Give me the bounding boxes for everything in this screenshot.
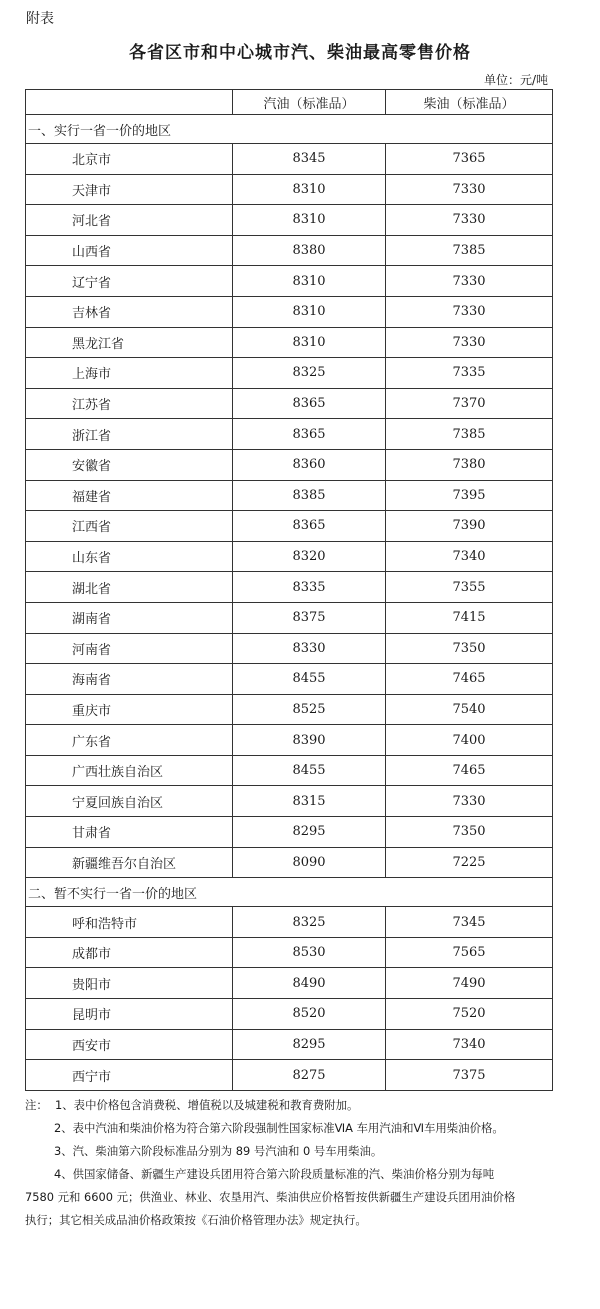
note-2: 2、表中汽油和柴油价格为符合第六阶段强制性国家标准ⅥA 车用汽油和Ⅵ车用柴油价格。 <box>54 1121 504 1135</box>
notes <box>25 1094 565 1232</box>
diesel-price: 7490 <box>386 968 553 999</box>
gasoline-price: 8295 <box>233 817 386 848</box>
table-row <box>26 602 553 633</box>
gasoline-price: 8380 <box>233 235 386 266</box>
section-row <box>26 115 553 144</box>
table-row <box>26 1060 553 1091</box>
appendix-label: 附表 <box>26 11 54 27</box>
diesel-price: 7340 <box>386 1029 553 1060</box>
price-table <box>25 89 553 1091</box>
diesel-price: 7375 <box>386 1060 553 1091</box>
gasoline-price: 8335 <box>233 572 386 603</box>
gasoline-price: 8325 <box>233 907 386 938</box>
gasoline-price: 8345 <box>233 144 386 175</box>
gasoline-price: 8310 <box>233 174 386 205</box>
diesel-price: 7415 <box>386 602 553 633</box>
region-name: 山东省 <box>26 541 233 572</box>
gasoline-price: 8390 <box>233 725 386 756</box>
table-row <box>26 144 553 175</box>
region-name: 成都市 <box>26 937 233 968</box>
table-row <box>26 358 553 389</box>
diesel-price: 7330 <box>386 296 553 327</box>
region-name: 安徽省 <box>26 449 233 480</box>
note-4: 4、供国家储备、新疆生产建设兵团用符合第六阶段质量标准的汽、柴油价格分别为每吨 <box>54 1167 495 1181</box>
diesel-price: 7465 <box>386 755 553 786</box>
gasoline-price: 8365 <box>233 511 386 542</box>
table-row <box>26 480 553 511</box>
diesel-price: 7465 <box>386 664 553 695</box>
region-name: 江西省 <box>26 511 233 542</box>
region-name: 广东省 <box>26 725 233 756</box>
table-row <box>26 174 553 205</box>
gasoline-price: 8375 <box>233 602 386 633</box>
header-diesel: 柴油（标准品） <box>386 90 553 115</box>
header-gasoline: 汽油（标准品） <box>233 90 386 115</box>
gasoline-price: 8310 <box>233 205 386 236</box>
region-name: 山西省 <box>26 235 233 266</box>
table-row <box>26 449 553 480</box>
diesel-price: 7345 <box>386 907 553 938</box>
region-name: 辽宁省 <box>26 266 233 297</box>
gasoline-price: 8310 <box>233 296 386 327</box>
table-row <box>26 419 553 450</box>
section-label: 二、暂不实行一省一价的地区 <box>26 878 553 907</box>
section-label: 一、实行一省一价的地区 <box>26 115 553 144</box>
table-row <box>26 205 553 236</box>
table-row <box>26 725 553 756</box>
note-4-cont-1: 7580 元和 6600 元；供渔业、林业、农垦用汽、柴油供应价格暂按供新疆生产建设兵团用油价格 <box>25 1190 516 1204</box>
gasoline-price: 8320 <box>233 541 386 572</box>
diesel-price: 7370 <box>386 388 553 419</box>
region-name: 福建省 <box>26 480 233 511</box>
region-name: 黑龙江省 <box>26 327 233 358</box>
region-name: 河南省 <box>26 633 233 664</box>
gasoline-price: 8295 <box>233 1029 386 1060</box>
gasoline-price: 8090 <box>233 847 386 878</box>
region-name: 江苏省 <box>26 388 233 419</box>
diesel-price: 7330 <box>386 174 553 205</box>
gasoline-price: 8275 <box>233 1060 386 1091</box>
table-row <box>26 1029 553 1060</box>
table-row <box>26 633 553 664</box>
note-1: 注： 1、表中价格包含消费税、增值税以及城建税和教育费附加。 <box>25 1098 359 1112</box>
diesel-price: 7365 <box>386 144 553 175</box>
gasoline-price: 8310 <box>233 327 386 358</box>
gasoline-price: 8365 <box>233 419 386 450</box>
table-row <box>26 266 553 297</box>
table-row <box>26 968 553 999</box>
gasoline-price: 8360 <box>233 449 386 480</box>
region-name: 贵阳市 <box>26 968 233 999</box>
table-row <box>26 572 553 603</box>
region-name: 昆明市 <box>26 999 233 1030</box>
unit-label: 单位：元/吨 <box>483 73 548 87</box>
note-4-cont-2: 执行；其它相关成品油价格政策按《石油价格管理办法》规定执行。 <box>25 1213 367 1227</box>
table-row <box>26 388 553 419</box>
region-name: 西宁市 <box>26 1060 233 1091</box>
diesel-price: 7395 <box>386 480 553 511</box>
gasoline-price: 8520 <box>233 999 386 1030</box>
table-row <box>26 847 553 878</box>
table-row <box>26 817 553 848</box>
region-name: 河北省 <box>26 205 233 236</box>
page-title: 各省区市和中心城市汽、柴油最高零售价格 <box>129 43 471 63</box>
region-name: 湖北省 <box>26 572 233 603</box>
diesel-price: 7385 <box>386 235 553 266</box>
notes-prefix: 注： <box>25 1098 48 1112</box>
diesel-price: 7400 <box>386 725 553 756</box>
gasoline-price: 8525 <box>233 694 386 725</box>
table-row <box>26 937 553 968</box>
table-row <box>26 786 553 817</box>
region-name: 浙江省 <box>26 419 233 450</box>
table-row <box>26 999 553 1030</box>
table-row <box>26 235 553 266</box>
diesel-price: 7340 <box>386 541 553 572</box>
diesel-price: 7385 <box>386 419 553 450</box>
gasoline-price: 8530 <box>233 937 386 968</box>
diesel-price: 7390 <box>386 511 553 542</box>
table-header-row <box>26 90 553 115</box>
diesel-price: 7335 <box>386 358 553 389</box>
gasoline-price: 8310 <box>233 266 386 297</box>
table-row <box>26 327 553 358</box>
diesel-price: 7350 <box>386 817 553 848</box>
gasoline-price: 8455 <box>233 755 386 786</box>
gasoline-price: 8490 <box>233 968 386 999</box>
region-name: 天津市 <box>26 174 233 205</box>
table-row <box>26 664 553 695</box>
diesel-price: 7565 <box>386 937 553 968</box>
region-name: 广西壮族自治区 <box>26 755 233 786</box>
note-3: 3、汽、柴油第六阶段标准品分别为 89 号汽油和 0 号车用柴油。 <box>54 1144 383 1158</box>
table-row <box>26 296 553 327</box>
diesel-price: 7330 <box>386 266 553 297</box>
gasoline-price: 8455 <box>233 664 386 695</box>
table-row <box>26 755 553 786</box>
region-name: 西安市 <box>26 1029 233 1060</box>
region-name: 湖南省 <box>26 602 233 633</box>
region-name: 吉林省 <box>26 296 233 327</box>
gasoline-price: 8330 <box>233 633 386 664</box>
section-row <box>26 878 553 907</box>
gasoline-price: 8385 <box>233 480 386 511</box>
gasoline-price: 8325 <box>233 358 386 389</box>
gasoline-price: 8365 <box>233 388 386 419</box>
region-name: 呼和浩特市 <box>26 907 233 938</box>
table-row <box>26 694 553 725</box>
diesel-price: 7330 <box>386 786 553 817</box>
region-name: 甘肃省 <box>26 817 233 848</box>
diesel-price: 7355 <box>386 572 553 603</box>
region-name: 重庆市 <box>26 694 233 725</box>
region-name: 上海市 <box>26 358 233 389</box>
diesel-price: 7380 <box>386 449 553 480</box>
table-row <box>26 511 553 542</box>
gasoline-price: 8315 <box>233 786 386 817</box>
region-name: 海南省 <box>26 664 233 695</box>
header-region <box>26 90 233 115</box>
diesel-price: 7330 <box>386 205 553 236</box>
diesel-price: 7540 <box>386 694 553 725</box>
diesel-price: 7520 <box>386 999 553 1030</box>
diesel-price: 7350 <box>386 633 553 664</box>
table-row <box>26 907 553 938</box>
region-name: 新疆维吾尔自治区 <box>26 847 233 878</box>
region-name: 北京市 <box>26 144 233 175</box>
table-row <box>26 541 553 572</box>
region-name: 宁夏回族自治区 <box>26 786 233 817</box>
diesel-price: 7225 <box>386 847 553 878</box>
diesel-price: 7330 <box>386 327 553 358</box>
